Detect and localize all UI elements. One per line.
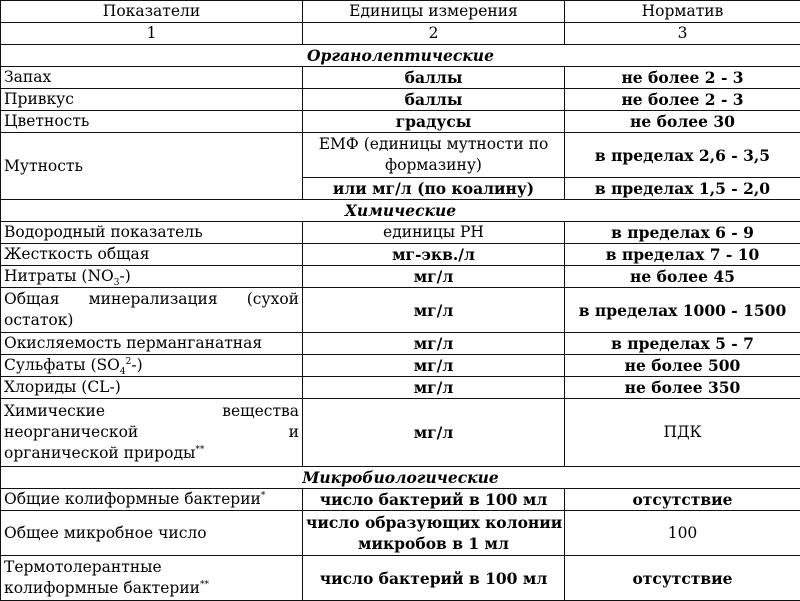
col-number-3: 3 <box>565 23 800 45</box>
row-unit: мг/л <box>303 266 565 288</box>
table-row <box>1 89 800 111</box>
row-unit: мг/л <box>303 377 565 399</box>
row-name <box>1 399 303 467</box>
superscript: ** <box>195 445 204 455</box>
table-row <box>1 244 800 266</box>
name-line <box>4 443 299 464</box>
section-micro <box>1 467 800 489</box>
table-row <box>1 556 800 601</box>
row-unit: баллы <box>303 67 565 89</box>
row-unit: или мг/л (по коалину) <box>303 178 565 200</box>
table-row <box>1 377 800 399</box>
superscript: 2 <box>126 357 132 367</box>
section-title: Микробиологические <box>1 467 800 489</box>
row-norm: в пределах 6 - 9 <box>565 222 800 244</box>
row-unit: число бактерий в 100 мл <box>303 489 565 511</box>
row-unit: мг/л <box>303 333 565 355</box>
unit-line: число образующих колонии <box>306 513 562 532</box>
row-unit: число бактерий в 100 мл <box>303 556 565 601</box>
section-chemical <box>1 200 800 222</box>
subscript: 3 <box>114 278 120 287</box>
row-unit <box>303 511 565 556</box>
name-part: органической природы <box>4 444 195 462</box>
unit-line: ЕМФ (единицы мутности по <box>319 135 549 153</box>
number-row <box>1 23 800 45</box>
name-part: Нитраты (NO <box>4 267 114 285</box>
name-line: Термотолерантные <box>4 557 299 578</box>
name-line: Общая минерализация (сухой <box>4 289 299 310</box>
superscript: * <box>261 491 266 501</box>
row-name <box>1 266 303 288</box>
name-part: -) <box>131 356 142 374</box>
name-part: -) <box>119 267 130 285</box>
name-line: неорганической и <box>4 422 299 443</box>
row-unit: мг-экв./л <box>303 244 565 266</box>
table-row <box>1 67 800 89</box>
row-name <box>1 355 303 377</box>
row-unit: градусы <box>303 111 565 133</box>
table-row <box>1 489 800 511</box>
row-norm: отсутствие <box>565 556 800 601</box>
row-norm: не более 2 - 3 <box>565 89 800 111</box>
row-name: Жесткость общая <box>1 244 303 266</box>
row-name: Водородный показатель <box>1 222 303 244</box>
row-name <box>1 489 303 511</box>
header-norm: Норматив <box>565 1 800 23</box>
row-name: Хлориды (CL-) <box>1 377 303 399</box>
row-name: Привкус <box>1 89 303 111</box>
row-unit: баллы <box>303 89 565 111</box>
name-part: колиформные бактерии <box>4 579 200 597</box>
section-organoleptic <box>1 45 800 67</box>
header-units: Единицы измерения <box>303 1 565 23</box>
row-unit <box>303 133 565 178</box>
row-unit: мг/л <box>303 288 565 333</box>
table-row <box>1 266 800 288</box>
row-norm: отсутствие <box>565 489 800 511</box>
superscript: ** <box>200 580 209 590</box>
row-norm: не более 30 <box>565 111 800 133</box>
table-row <box>1 111 800 133</box>
row-name <box>1 556 303 601</box>
table-row <box>1 222 800 244</box>
header-row <box>1 1 800 23</box>
header-indicators: Показатели <box>1 1 303 23</box>
row-name: Мутность <box>1 133 303 200</box>
unit-line: формазину) <box>385 156 482 174</box>
name-line: остаток) <box>4 310 299 331</box>
section-title: Органолептические <box>1 45 800 67</box>
table-row <box>1 355 800 377</box>
section-title: Химические <box>1 200 800 222</box>
name-line: Химические вещества <box>4 401 299 422</box>
row-norm: в пределах 1000 - 1500 <box>565 288 800 333</box>
row-norm: 100 <box>565 511 800 556</box>
row-norm: не более 2 - 3 <box>565 67 800 89</box>
name-line <box>4 578 299 599</box>
table-row <box>1 288 800 333</box>
row-unit: единицы PH <box>303 222 565 244</box>
row-norm: в пределах 7 - 10 <box>565 244 800 266</box>
row-norm: не более 500 <box>565 355 800 377</box>
unit-line: микробов в 1 мл <box>358 534 509 553</box>
col-number-1: 1 <box>1 23 303 45</box>
row-name <box>1 288 303 333</box>
row-norm: не более 350 <box>565 377 800 399</box>
table-row <box>1 133 800 178</box>
row-name: Цветность <box>1 111 303 133</box>
row-norm: ПДК <box>565 399 800 467</box>
row-unit: мг/л <box>303 399 565 467</box>
row-norm: не более 45 <box>565 266 800 288</box>
row-name: Общее микробное число <box>1 511 303 556</box>
subscript: 4 <box>120 367 126 376</box>
row-name: Запах <box>1 67 303 89</box>
name-part: Сульфаты (SO <box>4 356 120 374</box>
table-row <box>1 511 800 556</box>
row-norm: в пределах 1,5 - 2,0 <box>565 178 800 200</box>
col-number-2: 2 <box>303 23 565 45</box>
row-norm: в пределах 2,6 - 3,5 <box>565 133 800 178</box>
row-unit: мг/л <box>303 355 565 377</box>
table-row <box>1 399 800 467</box>
row-name: Окисляемость перманганатная <box>1 333 303 355</box>
name-part: Общие колиформные бактерии <box>4 490 261 508</box>
table-row <box>1 333 800 355</box>
row-norm: в пределах 5 - 7 <box>565 333 800 355</box>
